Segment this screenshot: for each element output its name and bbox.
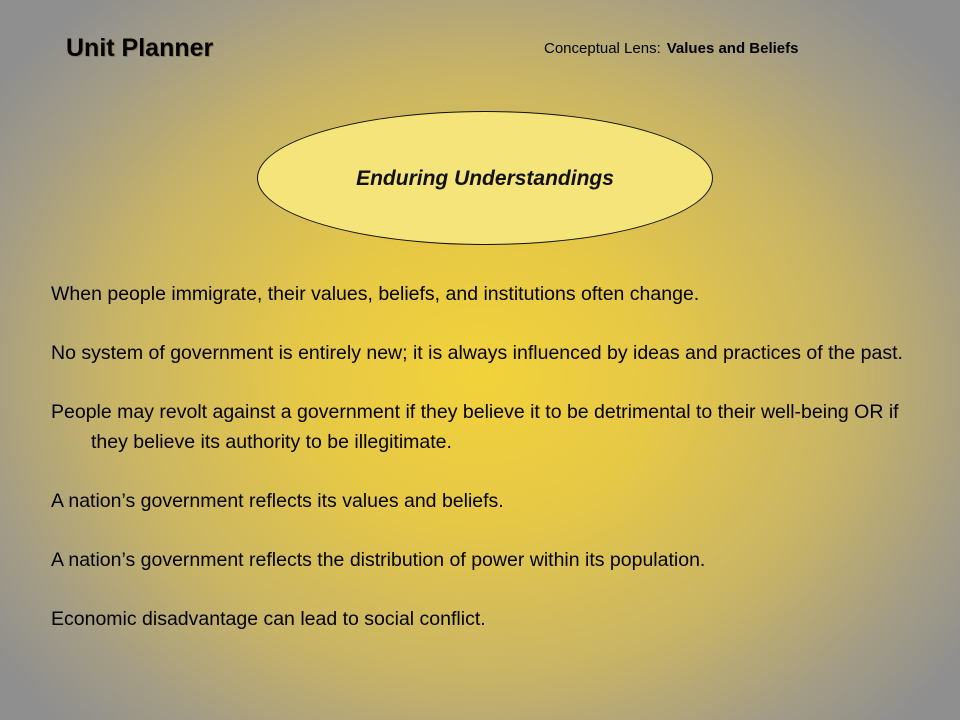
understanding-item: No system of government is entirely new; it is always influenced by ideas and practices of the past.	[51, 342, 903, 364]
conceptual-lens-label: Conceptual Lens:	[544, 40, 661, 57]
understanding-item: Economic disadvantage can lead to social conflict.	[51, 607, 486, 630]
understandings-list	[51, 280, 911, 634]
page-title: Unit Planner	[66, 34, 214, 62]
understanding-item: When people immigrate, their values, beliefs, and institutions often change.	[51, 283, 700, 305]
understanding-item: A nation’s government reflects the distribution of power within its population.	[51, 548, 706, 571]
understanding-item: People may revolt against a government if they believe it to be detrimental to their well-being OR if they believe its authority to be illegitimate.	[51, 401, 899, 453]
understanding-item: A nation’s government reflects its values and beliefs.	[51, 489, 504, 512]
enduring-understandings-oval	[257, 111, 713, 245]
oval-label: Enduring Understandings	[356, 167, 614, 190]
conceptual-lens-value: Values and Beliefs	[666, 40, 799, 57]
conceptual-lens	[544, 40, 798, 57]
